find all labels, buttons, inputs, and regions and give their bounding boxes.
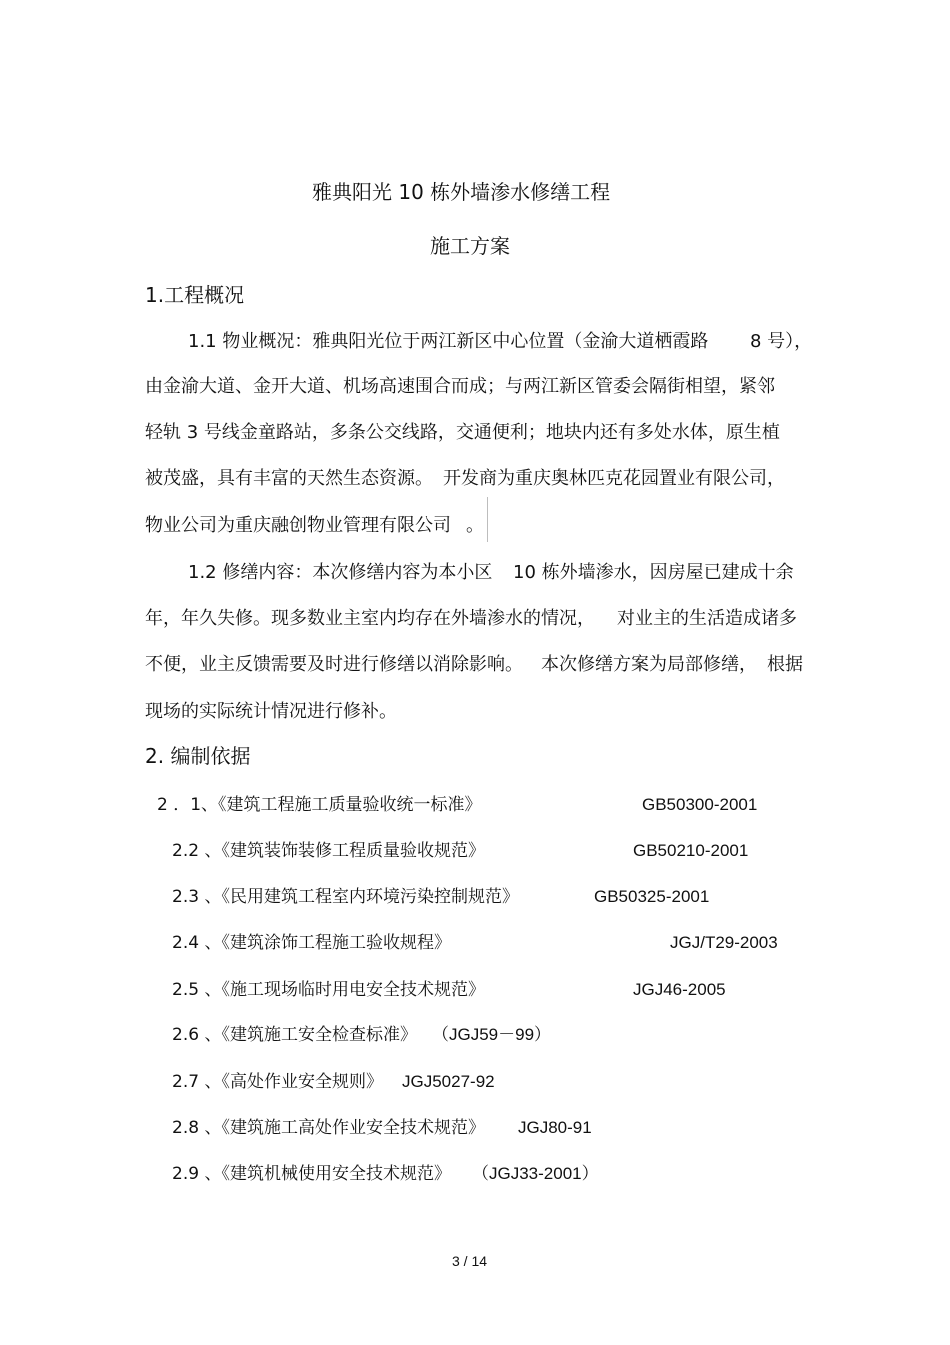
paragraph-1-line-1a: 1.1 物业概况：雅典阳光位于两江新区中心位置（金渝大道栖霞路	[188, 331, 709, 352]
reference-label: 2.7 、《高处作业安全规则》	[172, 1072, 383, 1092]
reference-label: 2.9 、《建筑机械使用安全技术规范》	[172, 1164, 451, 1184]
paragraph-2-line-2b: 对业主的生活造成诸多	[617, 608, 797, 629]
document-title: 雅典阳光 10 栋外墙渗水修缮工程	[312, 180, 611, 204]
paragraph-2-line-3c: 根据	[767, 654, 803, 675]
section-1-heading: 1.工程概况	[145, 283, 245, 307]
paragraph-2-line-1b: 10 栋外墙渗水，因房屋已建成十余	[513, 562, 794, 583]
paragraph-1-line-5b: 。	[466, 515, 484, 536]
section-2-heading: 2. 编制依据	[145, 744, 251, 768]
paragraph-1-line-2: 由金渝大道、金开大道、机场高速围合而成；与两江新区管委会隔街相望，紧邻	[145, 376, 775, 397]
reference-code: GB50325-2001	[594, 887, 710, 906]
reference-label: 2 ．1、《建筑工程施工质量验收统一标准》	[157, 795, 482, 815]
paragraph-1-line-3: 轻轨 3 号线金童路站，多条公交线路，交通便利；地块内还有多处水体，原生植	[145, 422, 780, 443]
reference-code: JGJ/T29-2003	[670, 933, 778, 952]
paragraph-2-line-2a: 年，年久失修。现多数业主室内均存在外墙渗水的情况，	[145, 608, 595, 629]
reference-code: GB50300-2001	[642, 795, 758, 814]
paragraph-1-line-5a: 物业公司为重庆融创物业管理有限公司	[145, 515, 451, 536]
paragraph-1-line-4a: 被茂盛，具有丰富的天然生态资源。	[145, 468, 433, 489]
paragraph-1-line-1b: 8 号），	[750, 331, 813, 352]
paragraph-2-line-3a: 不便，业主反馈需要及时进行修缮以消除影响。	[145, 654, 523, 675]
paragraph-2-line-4: 现场的实际统计情况进行修补。	[145, 701, 397, 722]
paragraph-1-line-4b: 开发商为重庆奥林匹克花园置业有限公司，	[443, 468, 785, 489]
reference-label: 2.2 、《建筑装饰装修工程质量验收规范》	[172, 841, 485, 861]
reference-label: 2.5 、《施工现场临时用电安全技术规范》	[172, 980, 485, 1000]
reference-code: JGJ46-2005	[633, 980, 726, 999]
reference-code: JGJ5027-92	[402, 1072, 495, 1091]
paragraph-2-line-1a: 1.2 修缮内容：本次修缮内容为本小区	[188, 562, 493, 583]
reference-label: 2.8 、《建筑施工高处作业安全技术规范》	[172, 1118, 485, 1138]
reference-code: GB50210-2001	[633, 841, 749, 860]
reference-code: （JGJ59－99）	[432, 1025, 552, 1044]
reference-label: 2.4 、《建筑涂饰工程施工验收规程》	[172, 933, 451, 953]
page-number: 3 / 14	[452, 1253, 488, 1269]
document-subtitle: 施工方案	[430, 234, 510, 258]
reference-label: 2.6 、《建筑施工安全检查标准》	[172, 1025, 417, 1045]
reference-code: （JGJ33-2001）	[472, 1164, 599, 1183]
paragraph-2-line-3b: 本次修缮方案为局部修缮，	[541, 654, 757, 675]
reference-label: 2.3 、《民用建筑工程室内环境污染控制规范》	[172, 887, 519, 907]
text-cursor-divider	[487, 497, 488, 542]
reference-code: JGJ80-91	[518, 1118, 592, 1137]
